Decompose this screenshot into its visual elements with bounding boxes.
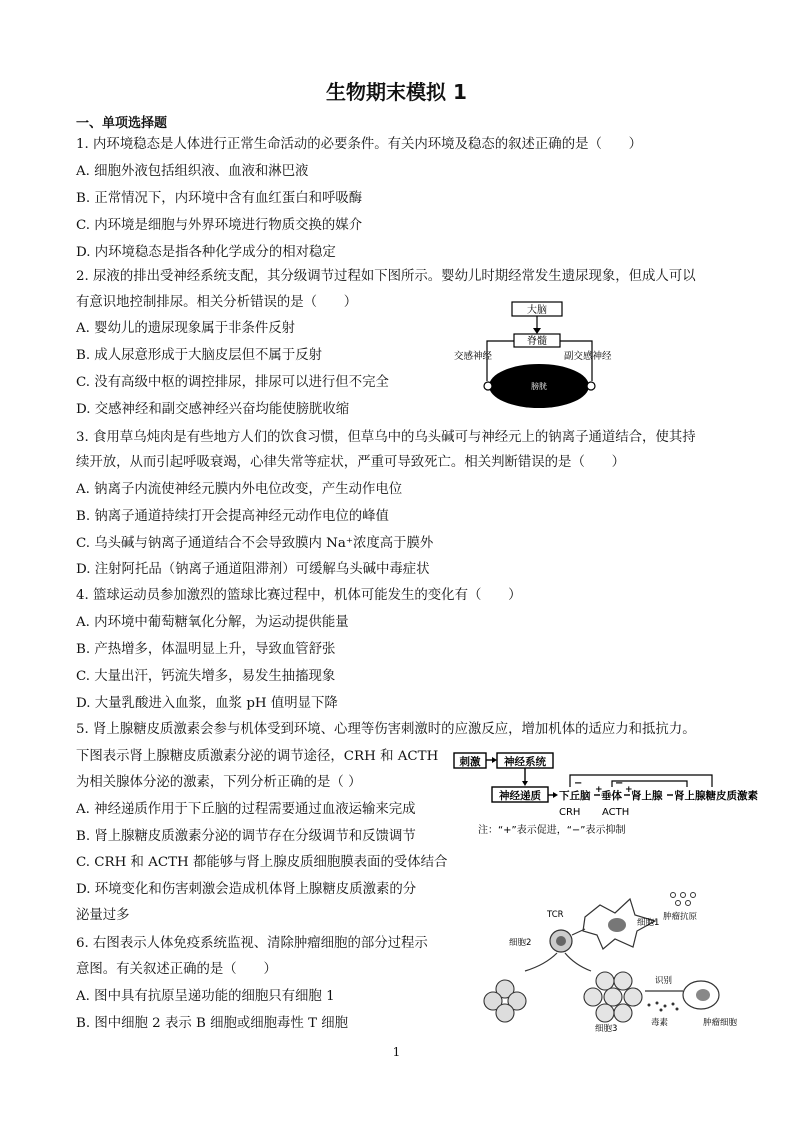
q4-option-b: B. 产热增多，体温明显上升，导致血管舒张 [76, 642, 336, 657]
q1-option-b: B. 正常情况下，内环境中含有血红蛋白和呼吸酶 [76, 191, 363, 206]
cell2-nucleus [556, 936, 566, 946]
cell2-label: 细胞2 [509, 938, 532, 948]
section-heading: 一、单项选择题 [76, 116, 168, 131]
hormone-label: 肾上腺糖皮质激素 [674, 790, 758, 802]
cell3-label: 细胞3 [595, 1024, 618, 1034]
toxin-dots [648, 1002, 679, 1012]
page-title: 生物期末模拟 1 [326, 80, 467, 104]
q4-option-c: C. 大量出汗，钙流失增多，易发生抽搐现象 [76, 669, 336, 684]
tumor-label: 肿瘤细胞 [703, 1018, 738, 1028]
left-cell-cluster [484, 980, 526, 1022]
q5-option-a: A. 神经递质作用于下丘脑的过程需要通过血液运输来完成 [76, 802, 416, 817]
q3-stem-2: 续开放，从而引起呼吸衰竭，心律失常等症状，严重可导致死亡。相关判断错误的是（ ） [76, 455, 626, 470]
pituitary-label: 垂体 [601, 790, 622, 802]
q3-option-d: D. 注射阿托品（钠离子通道阻滞剂）可缓解乌头碱中毒症状 [76, 562, 430, 577]
q5-option-b: B. 肾上腺糖皮质激素分泌的调节存在分级调节和反馈调节 [76, 829, 416, 844]
q1-option-d: D. 内环境稳态是指各种化学成分的相对稳定 [76, 245, 336, 260]
antigen-label: 肿瘤抗原 [663, 912, 698, 922]
q4-option-a: A. 内环境中葡萄糖氧化分解，为运动提供能量 [76, 615, 349, 630]
q6-stem-1: 6. 右图表示人体免疫系统监视、清除肿瘤细胞的部分过程示 [76, 936, 428, 951]
q3-option-b: B. 钠离子通道持续打开会提高神经元动作电位的峰值 [76, 509, 389, 524]
tumor-immunity-diagram [465, 885, 738, 1035]
acth-label: ACTH [602, 807, 630, 818]
page-number: 1 [392, 1045, 401, 1059]
sympathetic-synapse-icon [484, 382, 492, 390]
arrow-to-left-cluster [525, 953, 557, 971]
q5-stem-2: 下图表示肾上腺糖皮质激素分泌的调节途径，CRH 和 ACTH [76, 749, 439, 764]
arrow-head-icon [522, 781, 528, 786]
tumor-cell-nucleus [696, 989, 710, 1001]
q3-option-a: A. 钠离子内流使神经元膜内外电位改变，产生动作电位 [76, 482, 403, 497]
q4-option-d: D. 大量乳酸进入血浆，血浆 pH 值明显下降 [76, 696, 338, 711]
nervous-system-label: 神经系统 [504, 756, 546, 768]
hypothalamus-label: 下丘脑 [559, 790, 591, 802]
q1-option-c: C. 内环境是细胞与外界环境进行物质交换的媒介 [76, 218, 363, 233]
q4-stem: 4. 篮球运动员参加激烈的篮球比赛过程中，机体可能发生的变化有（ ） [76, 588, 522, 603]
stimulus-label: 刺激 [459, 756, 481, 768]
q2-option-d: D. 交感神经和副交感神经兴奋均能使膀胱收缩 [76, 402, 350, 417]
q3-stem-1: 3. 食用草乌炖肉是有些地方人们的饮食习惯，但草乌中的乌头碱可与神经元上的钠离子通道结合，使其持 [76, 430, 696, 445]
cell1-nucleus [608, 918, 626, 932]
brain-label: 大脑 [527, 305, 547, 316]
q5-option-c: C. CRH 和 ACTH 都能够与肾上腺皮质细胞膜表面的受体结合 [76, 855, 448, 870]
glucocorticoid-regulation-diagram [452, 747, 758, 839]
cell1-label: 细胞1 [637, 918, 660, 928]
q2-option-a: A. 婴幼儿的遗尿现象属于非条件反射 [76, 321, 296, 336]
q2-option-c: C. 没有高级中枢的调控排尿，排尿可以进行但不完全 [76, 375, 389, 390]
q5-stem-3: 为相关腺体分泌的激素，下列分析正确的是（ ） [76, 775, 362, 790]
tcr-label: TCR [547, 910, 564, 920]
parasympathetic-label: 副交感神经 [564, 351, 612, 362]
urination-control-diagram [452, 296, 622, 412]
minus-sign-1: − [574, 778, 583, 789]
toxin-label: 毒素 [651, 1018, 669, 1028]
q5-option-d-1: D. 环境变化和伤害刺激会造成机体肾上腺糖皮质激素的分 [76, 882, 417, 897]
q6-stem-2: 意图。有关叙述正确的是（ ） [76, 962, 277, 977]
cell3-cluster [584, 972, 642, 1022]
spinal-label: 脊髓 [527, 336, 547, 347]
antigen-dots [671, 893, 696, 906]
plus-sign-2: + [625, 785, 633, 795]
q6-option-b: B. 图中细胞 2 表示 B 细胞或细胞毒性 T 细胞 [76, 1016, 349, 1031]
sympathetic-label: 交感神经 [454, 351, 493, 362]
arrow-head-icon [492, 757, 497, 763]
q6-option-a: A. 图中具有抗原呈递功能的细胞只有细胞 1 [76, 989, 335, 1004]
crh-label: CRH [559, 807, 581, 818]
recognize-label: 识别 [655, 976, 673, 986]
arrow-head-icon [553, 792, 558, 798]
parasympathetic-synapse-icon [587, 382, 595, 390]
diagram-note: 注：“+”表示促进，“−”表示抑制 [478, 825, 626, 836]
q2-stem-1: 2. 尿液的排出受神经系统支配，其分级调节过程如下图所示。婴幼儿时期经常发生遗尿现象，但成人可以 [76, 269, 696, 284]
q5-option-d-2: 泌量过多 [76, 908, 130, 923]
q2-stem-2: 有意识地控制排尿。相关分析错误的是（ ） [76, 295, 358, 310]
tcr-link [572, 929, 585, 935]
minus-sign-2: − [615, 778, 624, 789]
q5-stem-1: 5. 肾上腺糖皮质激素会参与机体受到环境、心理等伤害刺激时的应激反应，增加机体的适应力和抵抗力。 [76, 722, 696, 737]
q3-option-c: C. 乌头碱与钠离子通道结合不会导致膜内 Na⁺浓度高于膜外 [76, 536, 434, 551]
q2-option-b: B. 成人尿意形成于大脑皮层但不属于反射 [76, 348, 322, 363]
plus-sign-1: + [595, 785, 603, 795]
q1-stem: 1. 内环境稳态是人体进行正常生命活动的必要条件。有关内环境及稳态的叙述正确的是（ ） [76, 137, 643, 152]
transmitter-label: 神经递质 [499, 790, 541, 802]
q1-option-a: A. 细胞外液包括组织液、血液和淋巴液 [76, 164, 309, 179]
arrow-to-cell3 [565, 953, 591, 971]
arrow-head-icon [533, 328, 541, 334]
bladder-label: 膀胱 [531, 382, 547, 391]
adrenal-label: 肾上腺 [631, 790, 663, 802]
